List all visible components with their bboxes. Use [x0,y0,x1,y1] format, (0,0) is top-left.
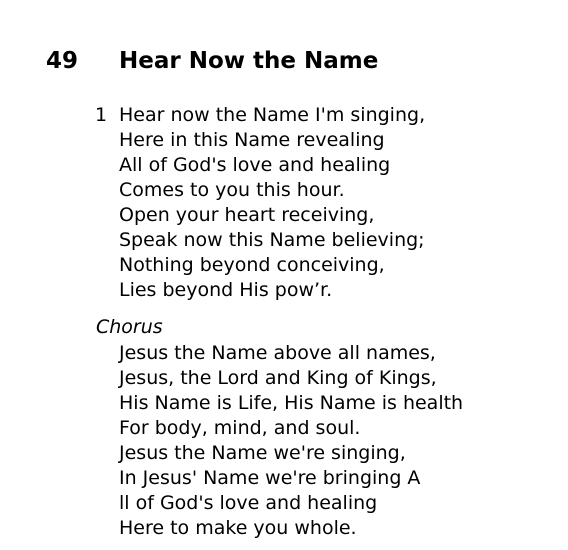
chorus-line: His Name is Life, His Name is health [119,392,464,414]
verse-line: Open your heart receiving, [119,204,375,226]
verse-line: All of God's love and healing [119,154,391,176]
verse-line: Nothing beyond conceiving, [119,254,385,276]
verse-line: Hear now the Name I'm singing, [119,104,426,126]
verse-line: Speak now this Name believing; [119,229,425,251]
chorus-line: In Jesus' Name we're bringing A [119,467,421,489]
verse-number: 1 [95,104,108,126]
verse-line: Comes to you this hour. [119,179,345,201]
chorus-lines [119,341,463,541]
chorus-line: Here to make you whole. [119,517,357,539]
chorus-line: Jesus, the Lord and King of Kings, [119,367,437,389]
verse-line: Lies beyond His pow’r. [119,279,333,301]
verse-lines [119,103,425,303]
chorus-label: Chorus [96,316,163,338]
hymn-title: Hear Now the Name [119,48,379,74]
chorus-line: Jesus the Name we're singing, [119,442,406,464]
chorus-line: For body, mind, and soul. [119,417,361,439]
verse-line: Here in this Name revealing [119,129,385,151]
chorus-line: ll of God's love and healing [119,492,378,514]
chorus-line: Jesus the Name above all names, [119,342,436,364]
hymn-number: 49 [46,48,79,74]
